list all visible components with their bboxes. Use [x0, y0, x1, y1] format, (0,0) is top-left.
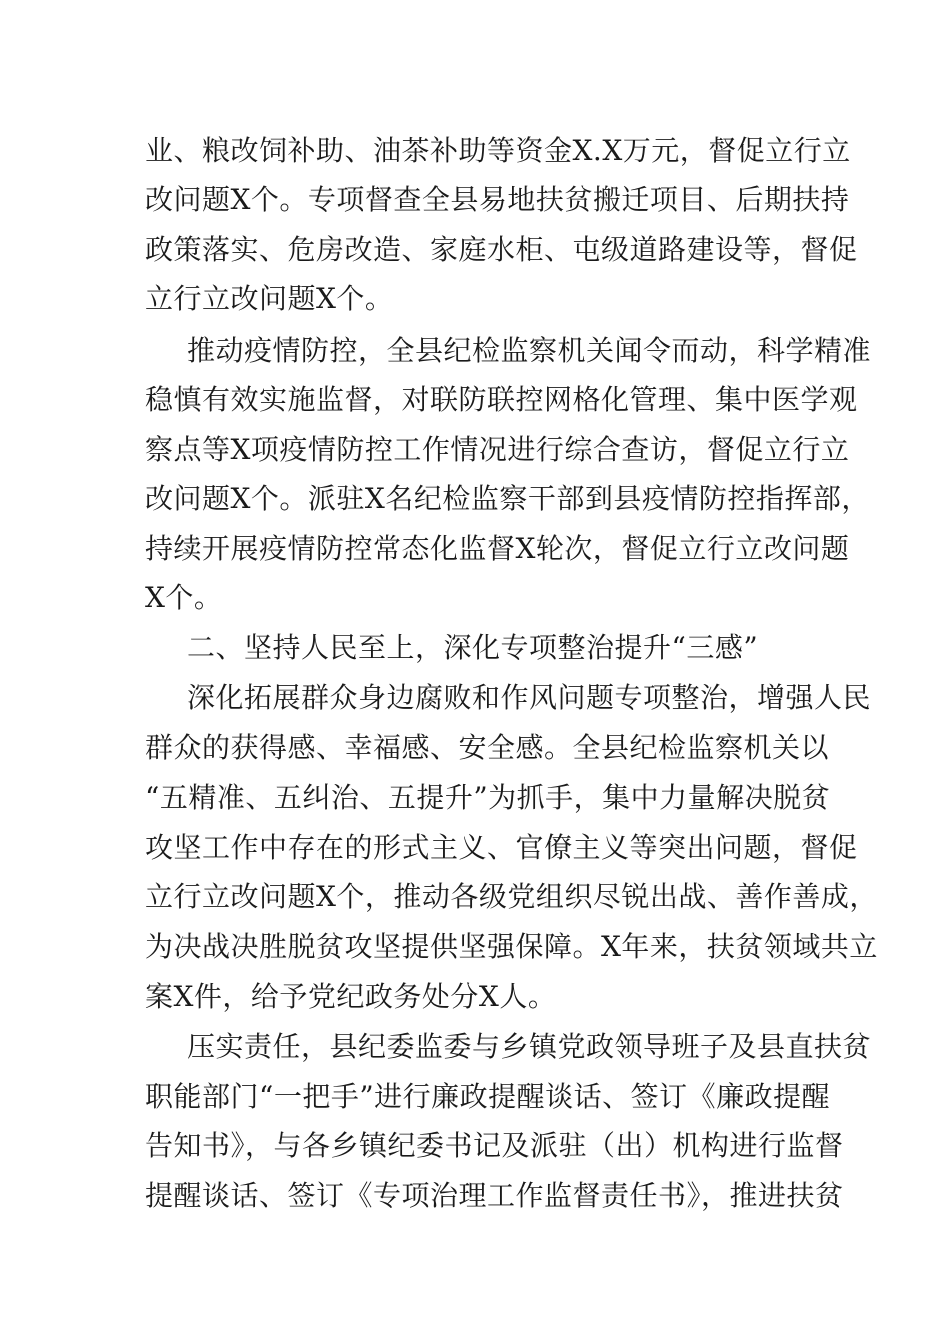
text-line: 案X件，给予党纪政务处分X人。	[145, 980, 557, 1013]
text-line: 持续开展疫情防控常态化监督X轮次，督促立行立改问题	[145, 532, 850, 565]
text-line: 职能部门“一把手”进行廉政提醒谈话、签订《廉政提醒	[145, 1080, 831, 1113]
text-line: 为决战决胜脱贫攻坚提供坚强保障。X年来，扶贫领域共立	[145, 930, 878, 963]
text-line: “五精准、五纠治、五提升”为抓手，集中力量解决脱贫	[145, 781, 831, 814]
paragraph-first-line: 压实责任，县纪委监委与乡镇党政领导班子及县直扶贫	[187, 1030, 872, 1063]
section-heading: 二、坚持人民至上，深化专项整治提升“三感”	[187, 631, 759, 664]
text-line: X个。	[145, 581, 223, 614]
text-line: 提醒谈话、签订《专项治理工作监督责任书》，推进扶贫	[145, 1179, 844, 1212]
text-line: 告知书》，与各乡镇纪委书记及派驻（出）机构进行监督	[145, 1129, 844, 1162]
text-line: 群众的获得感、幸福感、安全感。全县纪检监察机关以	[145, 731, 830, 764]
text-line: 攻坚工作中存在的形式主义、官僚主义等突出问题，督促	[145, 831, 858, 864]
paragraph-first-line: 推动疫情防控，全县纪检监察机关闻令而动，科学精准	[187, 334, 872, 367]
text-line: 改问题X个。专项督查全县易地扶贫搬迁项目、后期扶持	[145, 183, 850, 216]
text-line: 立行立改问题X个。	[145, 282, 394, 315]
paragraph-first-line: 深化拓展群众身边腐败和作风问题专项整治，增强人民	[187, 681, 872, 714]
text-line: 稳慎有效实施监督，对联防联控网格化管理、集中医学观	[145, 383, 858, 416]
text-line: 立行立改问题X个，推动各级党组织尽锐出战、善作善成，	[145, 880, 878, 913]
text-line: 改问题X个。派驻X名纪检监察干部到县疫情防控指挥部，	[145, 482, 870, 515]
text-line: 察点等X项疫情防控工作情况进行综合查访，督促立行立	[145, 433, 850, 466]
text-line: 业、粮改饲补助、油茶补助等资金X.X万元，督促立行立	[145, 134, 851, 167]
text-line: 政策落实、危房改造、家庭水柜、屯级道路建设等，督促	[145, 233, 858, 266]
